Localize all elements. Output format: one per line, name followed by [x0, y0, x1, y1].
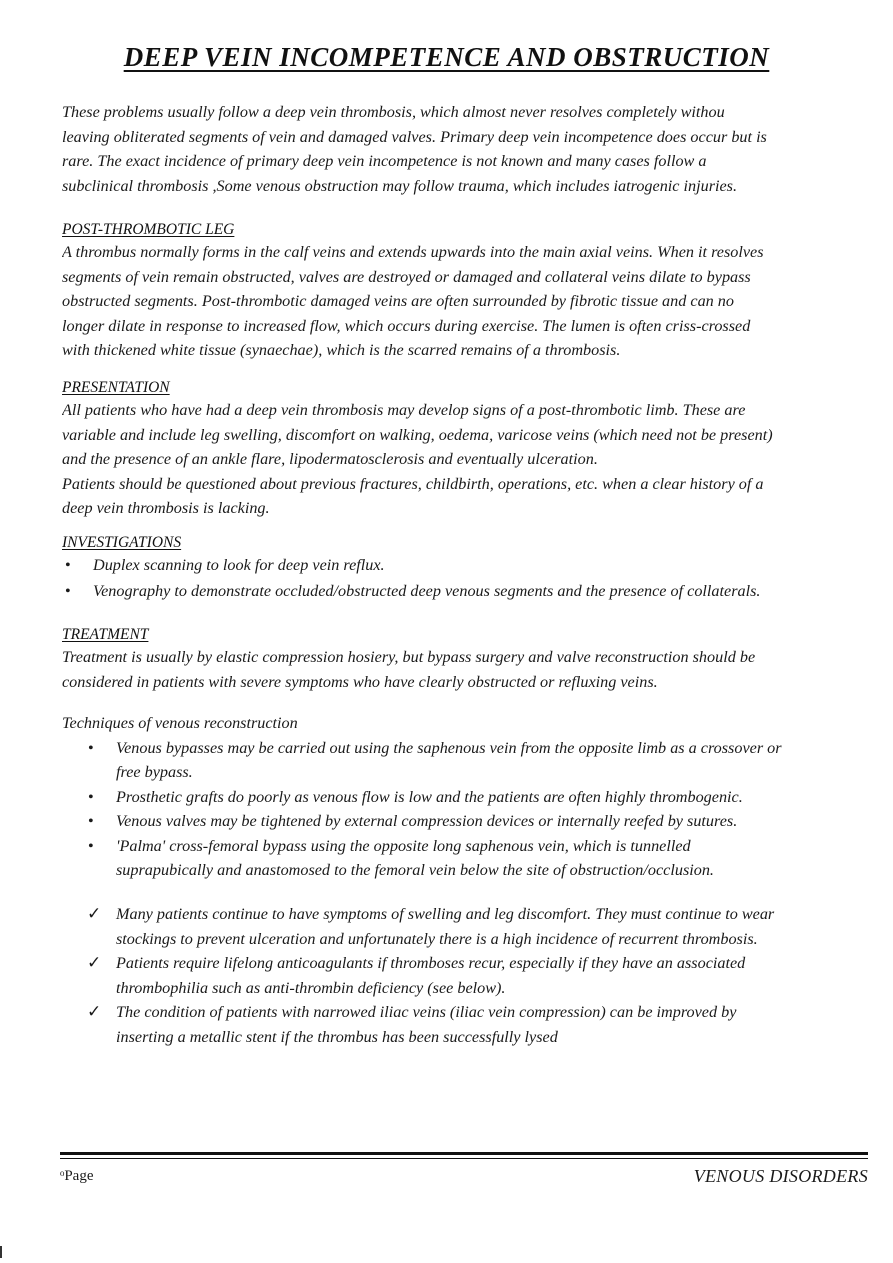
treatment-line: considered in patients with severe symptoms who have clearly obstructed or refluxing veins.	[62, 672, 658, 691]
post-thrombotic-line: longer dilate in response to increased flow, which occurs during exercise. The lumen is often criss-crossed	[62, 316, 751, 335]
list-item	[62, 1000, 872, 1049]
notes-list	[62, 902, 872, 1049]
list-item	[62, 579, 872, 604]
presentation-line: deep vein thrombosis is lacking.	[62, 499, 270, 517]
techniques-list	[62, 736, 872, 883]
list-item-text: Prosthetic grafts do poorly as venous flow is low and the patients are often highly thrombogenic.	[116, 787, 743, 806]
post-thrombotic-line: obstructed segments. Post-thrombotic damaged veins are often surrounded by fibrotic tissue and can no	[62, 292, 734, 310]
intro-paragraph	[62, 100, 872, 198]
list-item-text: Venous bypasses may be carried out using the saphenous vein from the opposite limb as a crossover or	[116, 738, 782, 757]
list-item	[62, 785, 872, 810]
presentation-section	[62, 378, 872, 521]
investigations-list	[62, 553, 872, 603]
list-item-text: Venography to demonstrate occluded/obstructed deep venous segments and the presence of collaterals.	[93, 581, 761, 600]
footer-divider-thin	[60, 1158, 868, 1159]
presentation-line: Patients should be questioned about previous fractures, childbirth, operations, etc. when a clear history of a	[62, 474, 764, 493]
list-item	[62, 834, 872, 883]
list-item	[62, 736, 872, 785]
treatment-heading: TREATMENT	[62, 626, 149, 643]
treatment-section	[62, 625, 872, 694]
bullet-icon: •	[88, 738, 94, 757]
list-item-text: Duplex scanning to look for deep vein reflux.	[93, 556, 385, 574]
list-item-text: Many patients continue to have symptoms of swelling and leg discomfort. They must continue to wear	[116, 905, 775, 923]
investigations-section	[62, 533, 872, 604]
bullet-icon: •	[88, 812, 94, 830]
section-label: VENOUS DISORDERS	[693, 1166, 868, 1186]
techniques-label: Techniques of venous reconstruction	[62, 714, 298, 732]
list-item-text: inserting a metallic stent if the thrombus has been successfully lysed	[116, 1027, 558, 1046]
list-item	[62, 902, 872, 951]
scan-mark	[0, 1246, 2, 1258]
post-thrombotic-heading: POST-THROMBOTIC LEG	[62, 221, 235, 238]
investigations-heading: INVESTIGATIONS	[62, 534, 182, 551]
presentation-heading: PRESENTATION	[62, 379, 170, 396]
list-item	[62, 951, 872, 1000]
checkmark-icon: ✓	[87, 953, 102, 972]
page-label: ᵒPage	[60, 1168, 94, 1184]
presentation-line: and the presence of an ankle flare, lipodermatosclerosis and eventually ulceration.	[62, 450, 598, 468]
presentation-line: All patients who have had a deep vein thrombosis may develop signs of a post-thrombotic limb. These are	[62, 401, 746, 419]
list-item-text: Venous valves may be tightened by external compression devices or internally reefed by sutures.	[116, 812, 738, 830]
bullet-icon: •	[88, 836, 94, 855]
list-item	[62, 809, 872, 834]
presentation-line: variable and include leg swelling, discomfort on walking, oedema, varicose veins (which need not be present)	[62, 425, 773, 444]
bullet-icon: •	[88, 787, 94, 806]
list-item	[62, 553, 872, 578]
checkmark-icon: ✓	[87, 1002, 102, 1021]
post-thrombotic-section	[62, 220, 872, 363]
bullet-icon: •	[65, 581, 71, 600]
list-item-text: Patients require lifelong anticoagulants if thromboses recur, especially if they have an associated	[116, 954, 746, 972]
techniques-section	[62, 711, 872, 883]
footer-divider	[60, 1152, 868, 1155]
list-item-text: The condition of patients with narrowed iliac veins (iliac vein compression) can be improved by	[116, 1003, 737, 1021]
list-item-text: free bypass.	[116, 763, 193, 781]
intro-line: rare. The exact incidence of primary deep vein incompetence is not known and many cases follow a	[62, 152, 707, 170]
post-thrombotic-line: with thickened white tissue (synaechae), which is the scarred remains of a thrombosis.	[62, 341, 621, 359]
notes-section	[62, 902, 872, 1049]
intro-line: leaving obliterated segments of vein and damaged valves. Primary deep vein incompetence does occur but is	[62, 127, 767, 146]
list-item-text: suprapubically and anastomosed to the femoral vein below the site of obstruction/occlusion.	[116, 861, 714, 879]
post-thrombotic-line: segments of vein remain obstructed, valves are destroyed or damaged and collateral veins dilate to bypass	[62, 267, 751, 286]
intro-line: These problems usually follow a deep vein thrombosis, which almost never resolves completely withou	[62, 103, 725, 121]
checkmark-icon: ✓	[87, 904, 102, 923]
post-thrombotic-line: A thrombus normally forms in the calf veins and extends upwards into the main axial veins. When it resolves	[62, 243, 764, 261]
bullet-icon: •	[65, 556, 71, 574]
intro-line: subclinical thrombosis ,Some venous obstruction may follow trauma, which includes iatrogenic injuries.	[62, 176, 738, 195]
list-item-text: stockings to prevent ulceration and unfortunately there is a high incidence of recurrent thrombosis.	[116, 929, 758, 948]
treatment-line: Treatment is usually by elastic compression hosiery, but bypass surgery and valve reconstruction should be	[62, 648, 756, 666]
list-item-text: 'Palma' cross-femoral bypass using the opposite long saphenous vein, which is tunnelled	[116, 836, 691, 855]
page-title: DEEP VEIN INCOMPETENCE AND OBSTRUCTION	[123, 42, 770, 72]
list-item-text: thrombophilia such as anti-thrombin deficiency (see below).	[116, 978, 506, 997]
